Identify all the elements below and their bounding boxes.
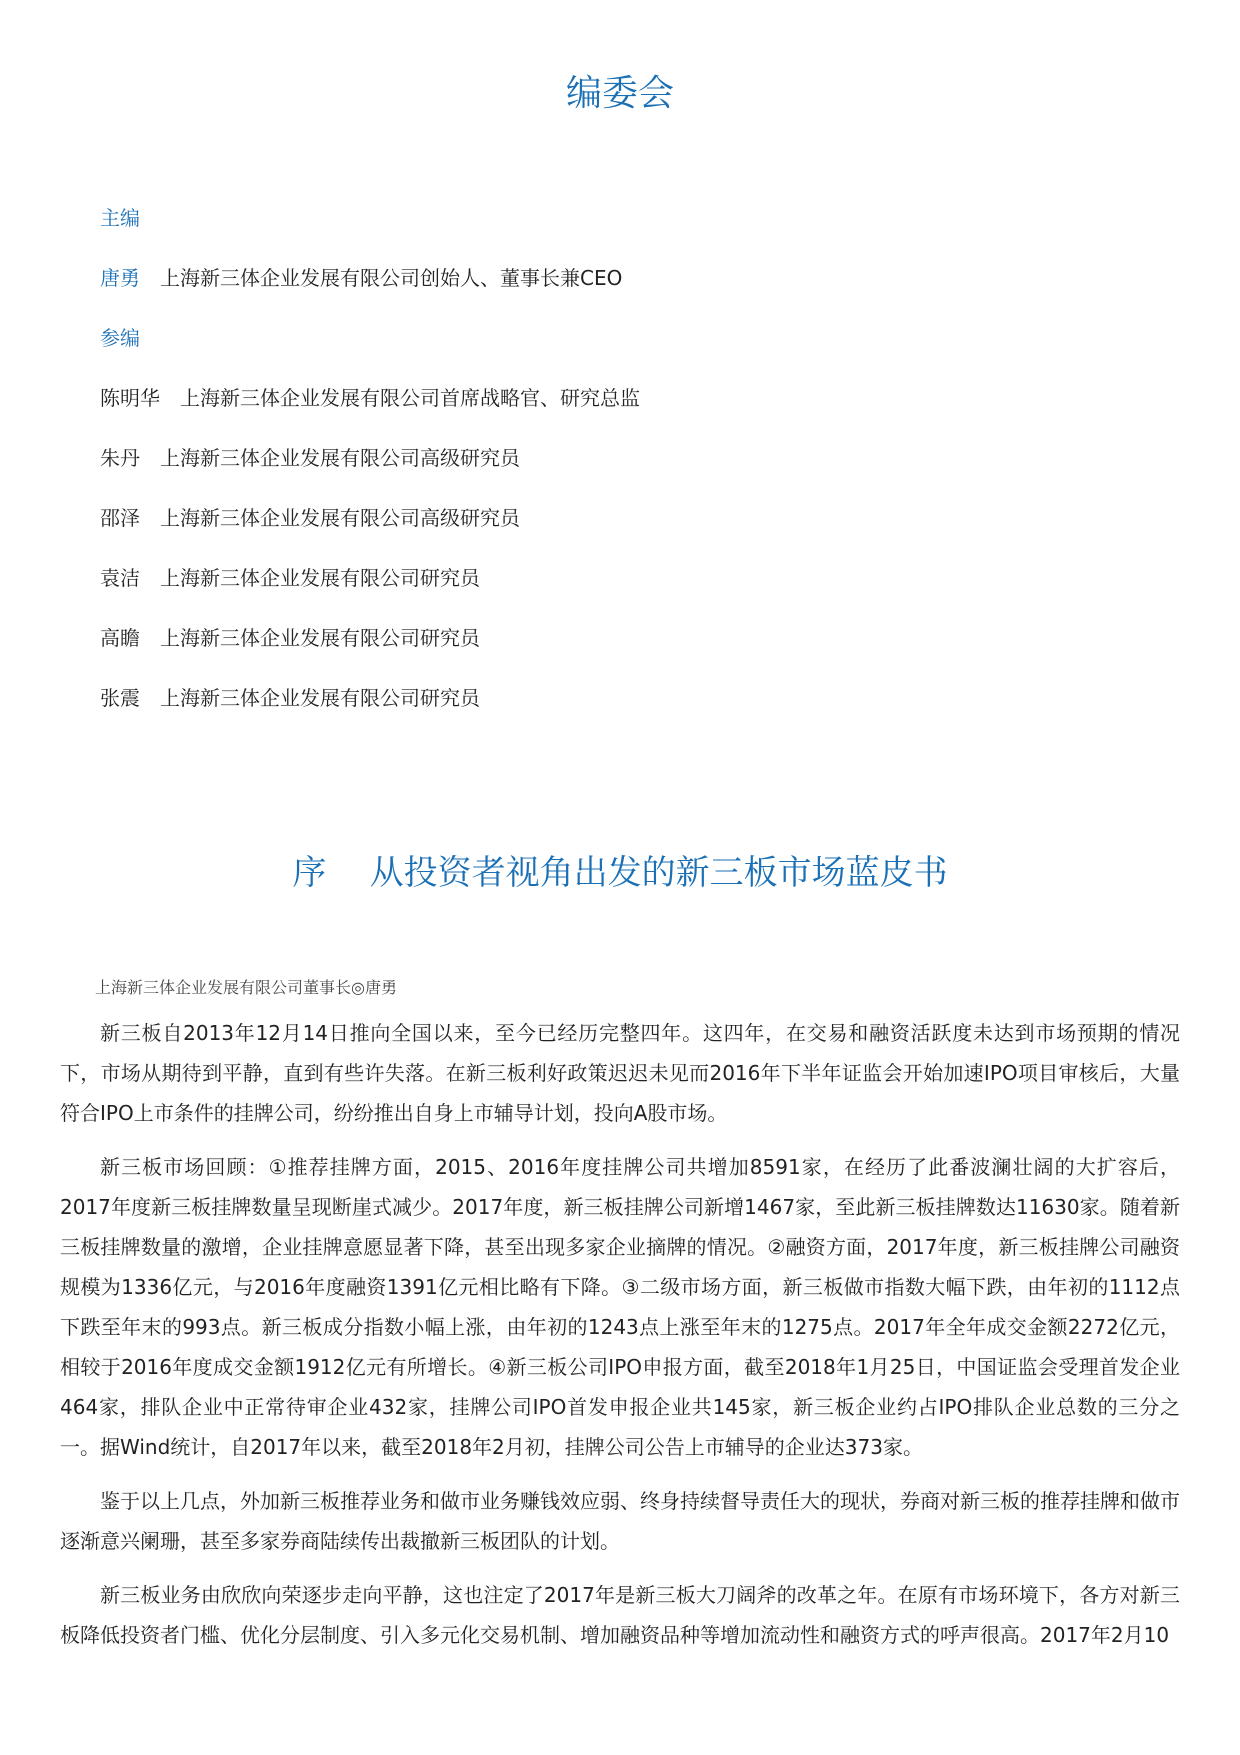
contributor-role: 上海新三体企业发展有限公司研究员 xyxy=(160,686,480,710)
chief-editor-role: 上海新三体企业发展有限公司创始人、董事长兼CEO xyxy=(160,266,623,290)
contributor-row xyxy=(100,384,640,412)
body-paragraph: 新三板市场回顾：①推荐挂牌方面，2015、2016年度挂牌公司共增加8591家，在经历了此番波澜壮阔的大扩容后，2017年度新三板挂牌数量呈现断崖式减少。2017年度，新三板挂牌公司新增1467家，至此新三板挂牌数达11630家。随着新三板挂牌数量的激增，企业挂牌意愿显著下降，甚至出现多家企业摘牌的情况。②融资方面，2017年度，新三板挂牌公司融资规模为1336亿元，与2016年度融资1391亿元相比略有下降。③二级市场方面，新三板做市指数大幅下跌，由年初的1112点下跌至年末的993点。新三板成分指数小幅上涨，由年初的1243点上涨至年末的1275点。2017年全年成交金额2272亿元，相较于2016年度成交金额1912亿元有所增长。④新三板公司IPO申报方面，截至2018年1月25日，中国证监会受理首发企业464家，排队企业中正常待审企业432家，挂牌公司IPO首发申报企业共145家，新三板企业约占IPO排队企业总数的三分之一。据Wind统计，自2017年以来，截至2018年2月初，挂牌公司公告上市辅导的企业达373家。 xyxy=(60,1155,1180,1459)
contributor-name: 邵泽 xyxy=(100,506,140,530)
contributor-row xyxy=(100,504,520,532)
body-paragraph: 新三板业务由欣欣向荣逐步走向平静，这也注定了2017年是新三板大刀阔斧的改革之年。在原有市场环境下，各方对新三板降低投资者门槛、优化分层制度、引入多元化交易机制、增加融资品种等增加流动性和融资方式的呼声很高。2017年2月10 xyxy=(60,1583,1180,1647)
preface-body xyxy=(60,1013,1180,1669)
chief-editor-heading: 主编 xyxy=(100,206,140,230)
contributor-role: 上海新三体企业发展有限公司首席战略官、研究总监 xyxy=(180,386,640,410)
contributors-heading: 参编 xyxy=(100,326,140,350)
contributor-row xyxy=(100,564,480,592)
contributor-role: 上海新三体企业发展有限公司研究员 xyxy=(160,566,480,590)
contributor-name: 张震 xyxy=(100,686,140,710)
contributor-row xyxy=(100,444,520,472)
preface-title: 序 从投资者视角出发的新三板市场蓝皮书 xyxy=(292,853,948,893)
chief-editor-name: 唐勇 xyxy=(100,266,140,290)
contributor-role: 上海新三体企业发展有限公司研究员 xyxy=(160,626,480,650)
chief-editor-row xyxy=(100,264,622,292)
contributor-row xyxy=(100,684,480,712)
contributor-name: 袁洁 xyxy=(100,566,140,590)
contributor-name: 朱丹 xyxy=(100,446,140,470)
contributor-row xyxy=(100,624,480,652)
contributor-name: 高瞻 xyxy=(100,626,140,650)
body-paragraph: 鉴于以上几点，外加新三板推荐业务和做市业务赚钱效应弱、终身持续督导责任大的现状，券商对新三板的推荐挂牌和做市逐渐意兴阑珊，甚至多家券商陆续传出裁撤新三板团队的计划。 xyxy=(60,1489,1180,1553)
page-title: 编委会 xyxy=(565,73,674,114)
body-paragraph: 新三板自2013年12月14日推向全国以来，至今已经历完整四年。这四年，在交易和融资活跃度未达到市场预期的情况下，市场从期待到平静，直到有些许失落。在新三板利好政策迟迟未见而2016年下半年证监会开始加速IPO项目审核后，大量符合IPO上市条件的挂牌公司，纷纷推出自身上市辅导计划，投向A股市场。 xyxy=(60,1021,1180,1125)
contributor-role: 上海新三体企业发展有限公司高级研究员 xyxy=(160,506,520,530)
preface-byline: 上海新三体企业发展有限公司董事长◎唐勇 xyxy=(95,978,397,997)
contributor-name: 陈明华 xyxy=(100,386,160,410)
contributor-role: 上海新三体企业发展有限公司高级研究员 xyxy=(160,446,520,470)
